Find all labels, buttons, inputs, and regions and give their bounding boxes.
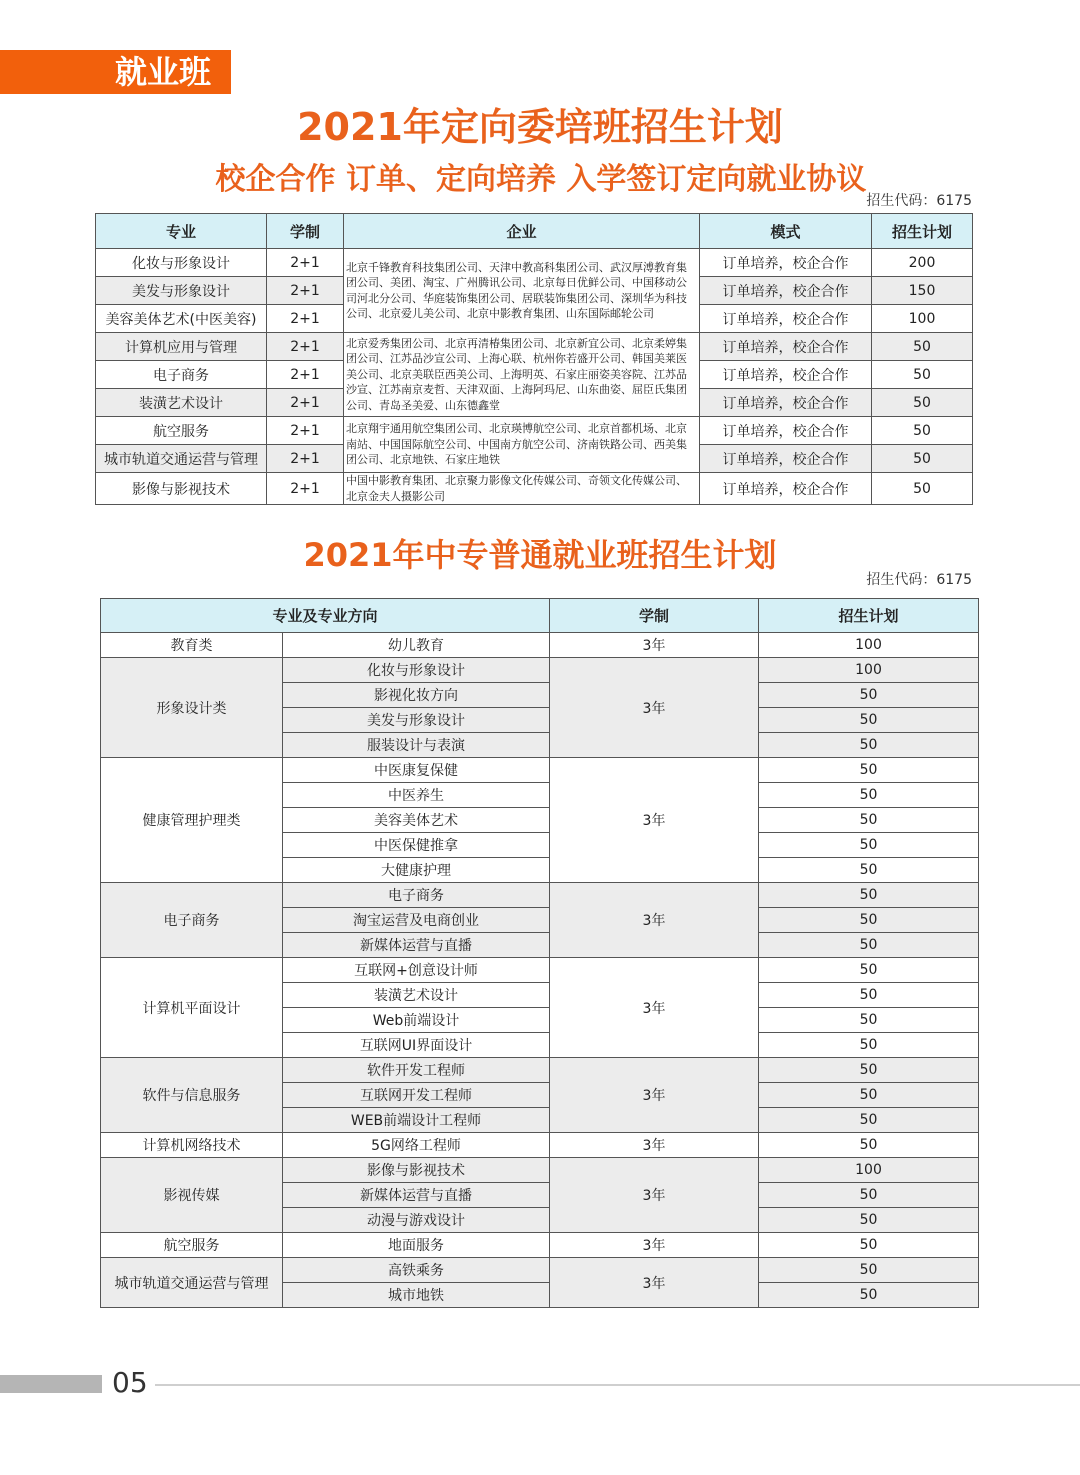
table-cell: 订单培养，校企合作 [700, 389, 872, 417]
table-cell: 50 [759, 1233, 979, 1258]
table-cell: 3年 [550, 633, 759, 658]
table-cell: 2+1 [267, 361, 344, 389]
table-cell: 影像与影视技术 [96, 473, 267, 505]
table-row [101, 1058, 979, 1083]
table-row [101, 633, 979, 658]
table-cell: 2+1 [267, 417, 344, 445]
table-cell: 新媒体运营与直播 [283, 933, 550, 958]
column-header: 学制 [267, 214, 344, 249]
table-cell: 50 [759, 708, 979, 733]
table-cell: 订单培养，校企合作 [700, 305, 872, 333]
footer-divider [155, 1384, 1080, 1386]
table-cell: Web前端设计 [283, 1008, 550, 1033]
table-cell: 50 [759, 908, 979, 933]
table-cell: 城市地铁 [283, 1283, 550, 1308]
table-cell: 50 [872, 361, 973, 389]
table-cell: 50 [872, 445, 973, 473]
table-cell: 订单培养，校企合作 [700, 473, 872, 505]
table-cell: 中医保健推拿 [283, 833, 550, 858]
category-cell: 教育类 [101, 633, 283, 658]
table-cell: 50 [759, 933, 979, 958]
table-cell: 2+1 [267, 473, 344, 505]
table-cell: 影像与影视技术 [283, 1158, 550, 1183]
table-cell: 100 [759, 1158, 979, 1183]
category-cell: 软件与信息服务 [101, 1058, 283, 1133]
table-cell: 3年 [550, 758, 759, 883]
table-cell: 幼儿教育 [283, 633, 550, 658]
column-header: 专业 [96, 214, 267, 249]
enterprise-list-cell: 中国中影教育集团、北京聚力影像文化传媒公司、奇领文化传媒公司、北京金夫人摄影公司 [344, 473, 700, 505]
table-row [101, 1158, 979, 1183]
table-cell: 50 [759, 1033, 979, 1058]
table-cell: 50 [759, 1208, 979, 1233]
table-cell: 影视化妆方向 [283, 683, 550, 708]
table-cell: 50 [872, 417, 973, 445]
table-cell: 中医康复保健 [283, 758, 550, 783]
table-cell: 3年 [550, 883, 759, 958]
section-badge: 就业班 [0, 50, 231, 94]
table-cell: 200 [872, 249, 973, 277]
table-cell: 订单培养，校企合作 [700, 277, 872, 305]
column-header: 企业 [344, 214, 700, 249]
table-cell: 3年 [550, 1158, 759, 1233]
category-cell: 计算机平面设计 [101, 958, 283, 1058]
table-cell: 3年 [550, 1233, 759, 1258]
table-cell: 装潢艺术设计 [96, 389, 267, 417]
page-subtitle: 校企合作 订单、定向培养 入学签订定向就业协议 [215, 162, 867, 197]
table-cell: 订单培养，校企合作 [700, 417, 872, 445]
table-cell: 装潢艺术设计 [283, 983, 550, 1008]
table-cell: 100 [759, 633, 979, 658]
table-cell: 互联网+创意设计师 [283, 958, 550, 983]
table-cell: 50 [759, 1183, 979, 1208]
table-cell: 大健康护理 [283, 858, 550, 883]
category-cell: 健康管理护理类 [101, 758, 283, 883]
table-cell: 50 [759, 883, 979, 908]
table-header-row [96, 214, 973, 249]
table-cell: 2+1 [267, 445, 344, 473]
table-row [101, 1133, 979, 1158]
table-row [96, 417, 973, 445]
table-cell: 50 [872, 333, 973, 361]
enrollment-code: 招生代码：6175 [866, 193, 972, 209]
table-header-row [101, 599, 979, 633]
table-cell: 中医养生 [283, 783, 550, 808]
table-row [101, 958, 979, 983]
table-row [96, 473, 973, 505]
page-title: 2021年定向委培班招生计划 [297, 105, 783, 149]
table-cell: 50 [759, 683, 979, 708]
table-row [101, 758, 979, 783]
column-header: 模式 [700, 214, 872, 249]
table-row [101, 658, 979, 683]
table-cell: 50 [759, 958, 979, 983]
table-cell: 2+1 [267, 305, 344, 333]
category-cell: 航空服务 [101, 1233, 283, 1258]
column-header: 招生计划 [759, 599, 979, 633]
category-cell: 计算机网络技术 [101, 1133, 283, 1158]
table-cell: 100 [759, 658, 979, 683]
table-cell: 3年 [550, 958, 759, 1058]
table-cell: 城市轨道交通运营与管理 [96, 445, 267, 473]
table-cell: 50 [759, 1133, 979, 1158]
table-cell: 3年 [550, 1258, 759, 1308]
table-cell: 50 [872, 389, 973, 417]
table-cell: WEB前端设计工程师 [283, 1108, 550, 1133]
table-cell: 美容美体艺术 [283, 808, 550, 833]
table-cell: 地面服务 [283, 1233, 550, 1258]
table-row [101, 1258, 979, 1283]
column-header: 学制 [550, 599, 759, 633]
category-cell: 城市轨道交通运营与管理 [101, 1258, 283, 1308]
table-cell: 美发与形象设计 [96, 277, 267, 305]
table-cell: 50 [759, 1108, 979, 1133]
column-header: 专业及专业方向 [101, 599, 550, 633]
table-row [96, 333, 973, 361]
enterprise-list-cell: 北京千锋教育科技集团公司、天津中教高科集团公司、武汉厚溥教育集团公司、美团、淘宝、广州腾讯公司、北京每日优鲜公司、中国移动公司河北分公司、华庭装饰集团公司、居联装饰集团公司、深圳华为科技公司、北京爱儿美公司、北京中影教育集团、山东国际邮轮公司 [344, 249, 700, 333]
section-title: 2021年中专普通就业班招生计划 [303, 536, 777, 574]
table-cell: 订单培养，校企合作 [700, 249, 872, 277]
table-cell: 3年 [550, 1133, 759, 1158]
table-cell: 2+1 [267, 333, 344, 361]
table-cell: 50 [759, 1008, 979, 1033]
table-cell: 50 [759, 808, 979, 833]
table-cell: 50 [759, 733, 979, 758]
table-cell: 新媒体运营与直播 [283, 1183, 550, 1208]
table-cell: 50 [759, 758, 979, 783]
table-cell: 50 [759, 983, 979, 1008]
category-cell: 影视传媒 [101, 1158, 283, 1233]
footer-bar [0, 1375, 102, 1393]
table-row [101, 1233, 979, 1258]
enterprise-list-cell: 北京翔宇通用航空集团公司、北京瑛博航空公司、北京首都机场、北京南站、中国国际航空公司、中国南方航空公司、济南铁路公司、西美集团公司、北京地铁、石家庄地铁 [344, 417, 700, 473]
table-cell: 50 [759, 1058, 979, 1083]
table-cell: 软件开发工程师 [283, 1058, 550, 1083]
category-cell: 形象设计类 [101, 658, 283, 758]
table-cell: 航空服务 [96, 417, 267, 445]
table-cell: 50 [759, 833, 979, 858]
enrollment-code: 招生代码：6175 [866, 572, 972, 588]
table-cell: 订单培养，校企合作 [700, 361, 872, 389]
table-cell: 5G网络工程师 [283, 1133, 550, 1158]
table-cell: 50 [759, 1258, 979, 1283]
table-cell: 2+1 [267, 389, 344, 417]
table-row [96, 249, 973, 277]
table-cell: 计算机应用与管理 [96, 333, 267, 361]
table-cell: 电子商务 [96, 361, 267, 389]
table-cell: 服装设计与表演 [283, 733, 550, 758]
category-cell: 电子商务 [101, 883, 283, 958]
table-cell: 互联网UI界面设计 [283, 1033, 550, 1058]
table-cell: 订单培养，校企合作 [700, 445, 872, 473]
table-row [101, 883, 979, 908]
table-cell: 50 [872, 473, 973, 505]
table-cell: 2+1 [267, 249, 344, 277]
vocational-plan-table [100, 598, 979, 1308]
table-cell: 电子商务 [283, 883, 550, 908]
table-cell: 50 [759, 1283, 979, 1308]
column-header: 招生计划 [872, 214, 973, 249]
table-cell: 100 [872, 305, 973, 333]
table-cell: 50 [759, 1083, 979, 1108]
table-cell: 50 [759, 783, 979, 808]
table-cell: 美发与形象设计 [283, 708, 550, 733]
enterprise-list-cell: 北京爱秀集团公司、北京再清椿集团公司、北京新宜公司、北京柔婷集团公司、江苏品沙宣公司、上海心联、杭州你若盛开公司、韩国美莱医美公司、北京美联臣西美公司、上海明英、石家庄丽姿美容院、江苏品沙宣、江苏南京麦哲、天津双面、上海阿玛尼、山东曲姿、屈臣氏集团公司、青岛圣美爱、山东德鑫堂 [344, 333, 700, 417]
table-cell: 淘宝运营及电商创业 [283, 908, 550, 933]
table-cell: 化妆与形象设计 [283, 658, 550, 683]
table-cell: 50 [759, 858, 979, 883]
table-cell: 3年 [550, 1058, 759, 1133]
table-cell: 动漫与游戏设计 [283, 1208, 550, 1233]
table-cell: 美容美体艺术(中医美容) [96, 305, 267, 333]
page-number: 05 [112, 1366, 148, 1399]
table-cell: 2+1 [267, 277, 344, 305]
table-cell: 高铁乘务 [283, 1258, 550, 1283]
table-cell: 化妆与形象设计 [96, 249, 267, 277]
table-cell: 订单培养，校企合作 [700, 333, 872, 361]
table-cell: 3年 [550, 658, 759, 758]
targeted-training-table [95, 213, 973, 505]
table-cell: 互联网开发工程师 [283, 1083, 550, 1108]
table-cell: 150 [872, 277, 973, 305]
